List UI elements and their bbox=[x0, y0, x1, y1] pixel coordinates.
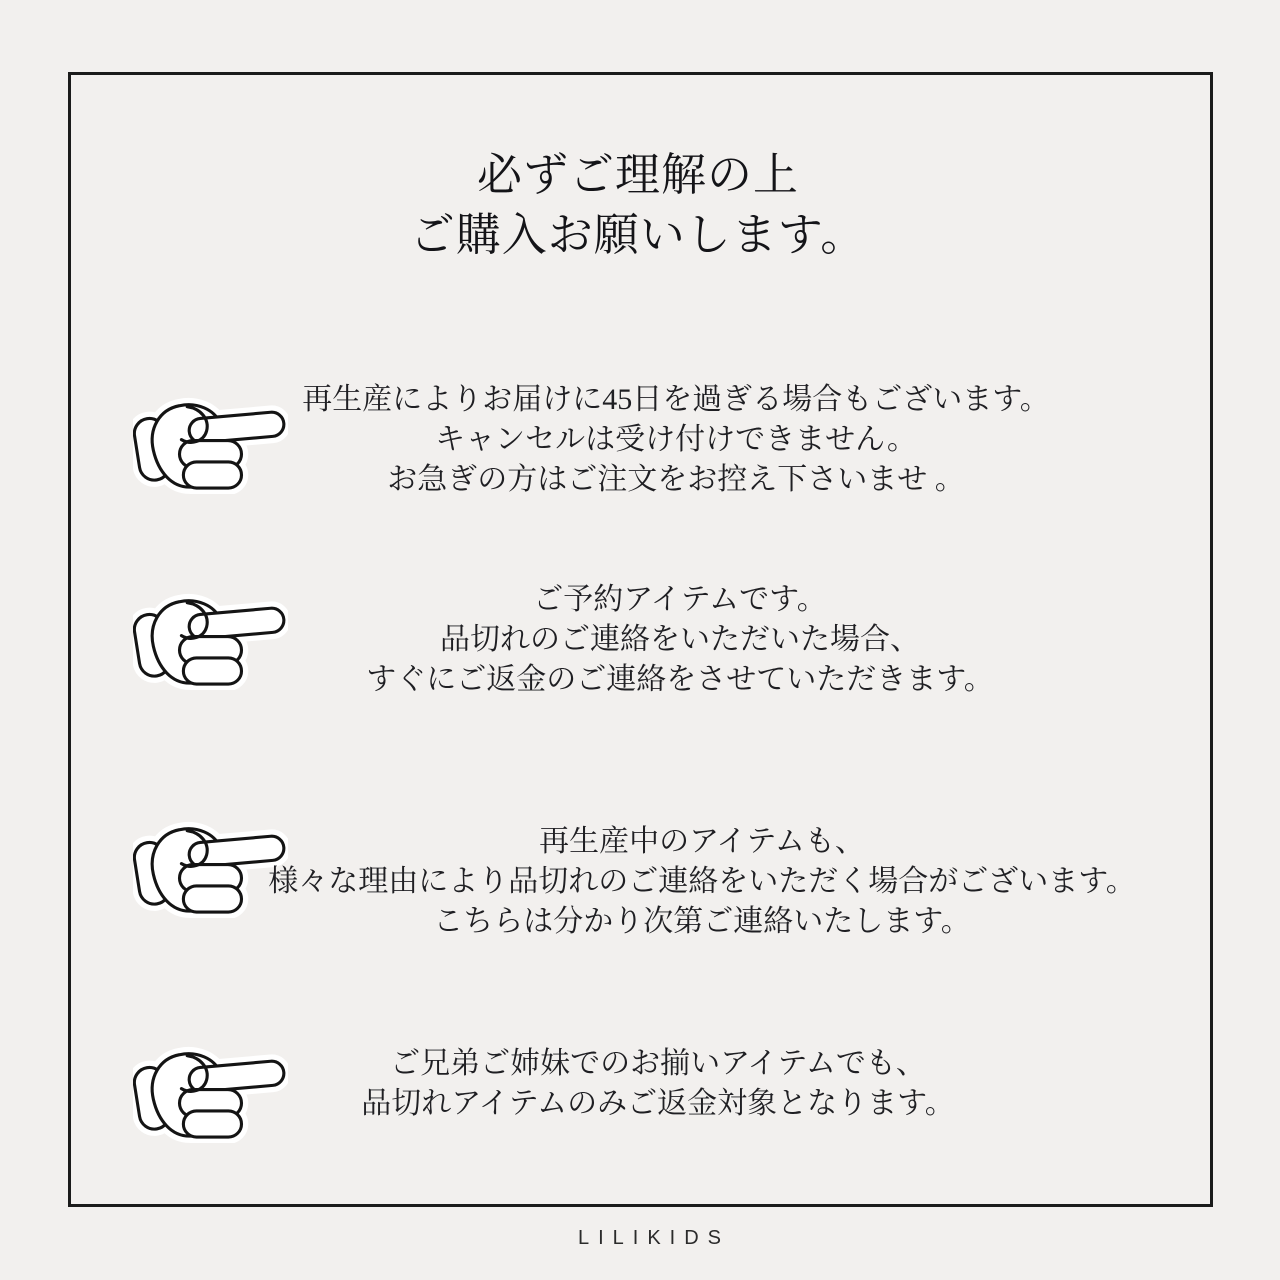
pointing-hand-icon bbox=[133, 1041, 288, 1143]
notice-4-text bbox=[361, 1044, 954, 1124]
notice-line: すぐにご返金のご連絡をさせていただきます。 bbox=[366, 663, 994, 696]
pointing-hand-icon bbox=[133, 816, 288, 918]
notice-1-text bbox=[302, 380, 1050, 500]
notice-line: 様々な理由により品切れのご連絡をいただく場合がございます。 bbox=[268, 865, 1136, 898]
notice-line: ご予約アイテムです。 bbox=[533, 583, 827, 616]
notice-line: ご兄弟ご姉妹でのお揃いアイテムでも、 bbox=[390, 1047, 926, 1080]
page-title bbox=[410, 145, 866, 265]
title-line-2: ご購入お願いします。 bbox=[409, 210, 867, 260]
notice-line: キャンセルは受け付けできません。 bbox=[435, 423, 917, 456]
brand-logo: LILIKIDS bbox=[577, 1227, 731, 1249]
pointing-hand-icon bbox=[133, 588, 288, 690]
notice-2-text bbox=[366, 580, 994, 700]
notice-3-text bbox=[268, 822, 1136, 942]
notice-line: 品切れのご連絡をいただいた場合、 bbox=[439, 623, 920, 656]
notice-line: 再生産によりお届けに45日を過ぎる場合もございます。 bbox=[302, 383, 1050, 416]
pointing-hand-icon bbox=[133, 392, 288, 494]
notice-line: 再生産中のアイテムも、 bbox=[539, 825, 865, 858]
notice-line: 品切れアイテムのみご返金対象となります。 bbox=[361, 1087, 955, 1120]
notice-line: こちらは分かり次第ご連絡いたします。 bbox=[433, 905, 971, 938]
notice-line: お急ぎの方はご注文をお控え下さいませ 。 bbox=[387, 463, 965, 496]
title-line-1: 必ずご理解の上 bbox=[476, 150, 799, 200]
